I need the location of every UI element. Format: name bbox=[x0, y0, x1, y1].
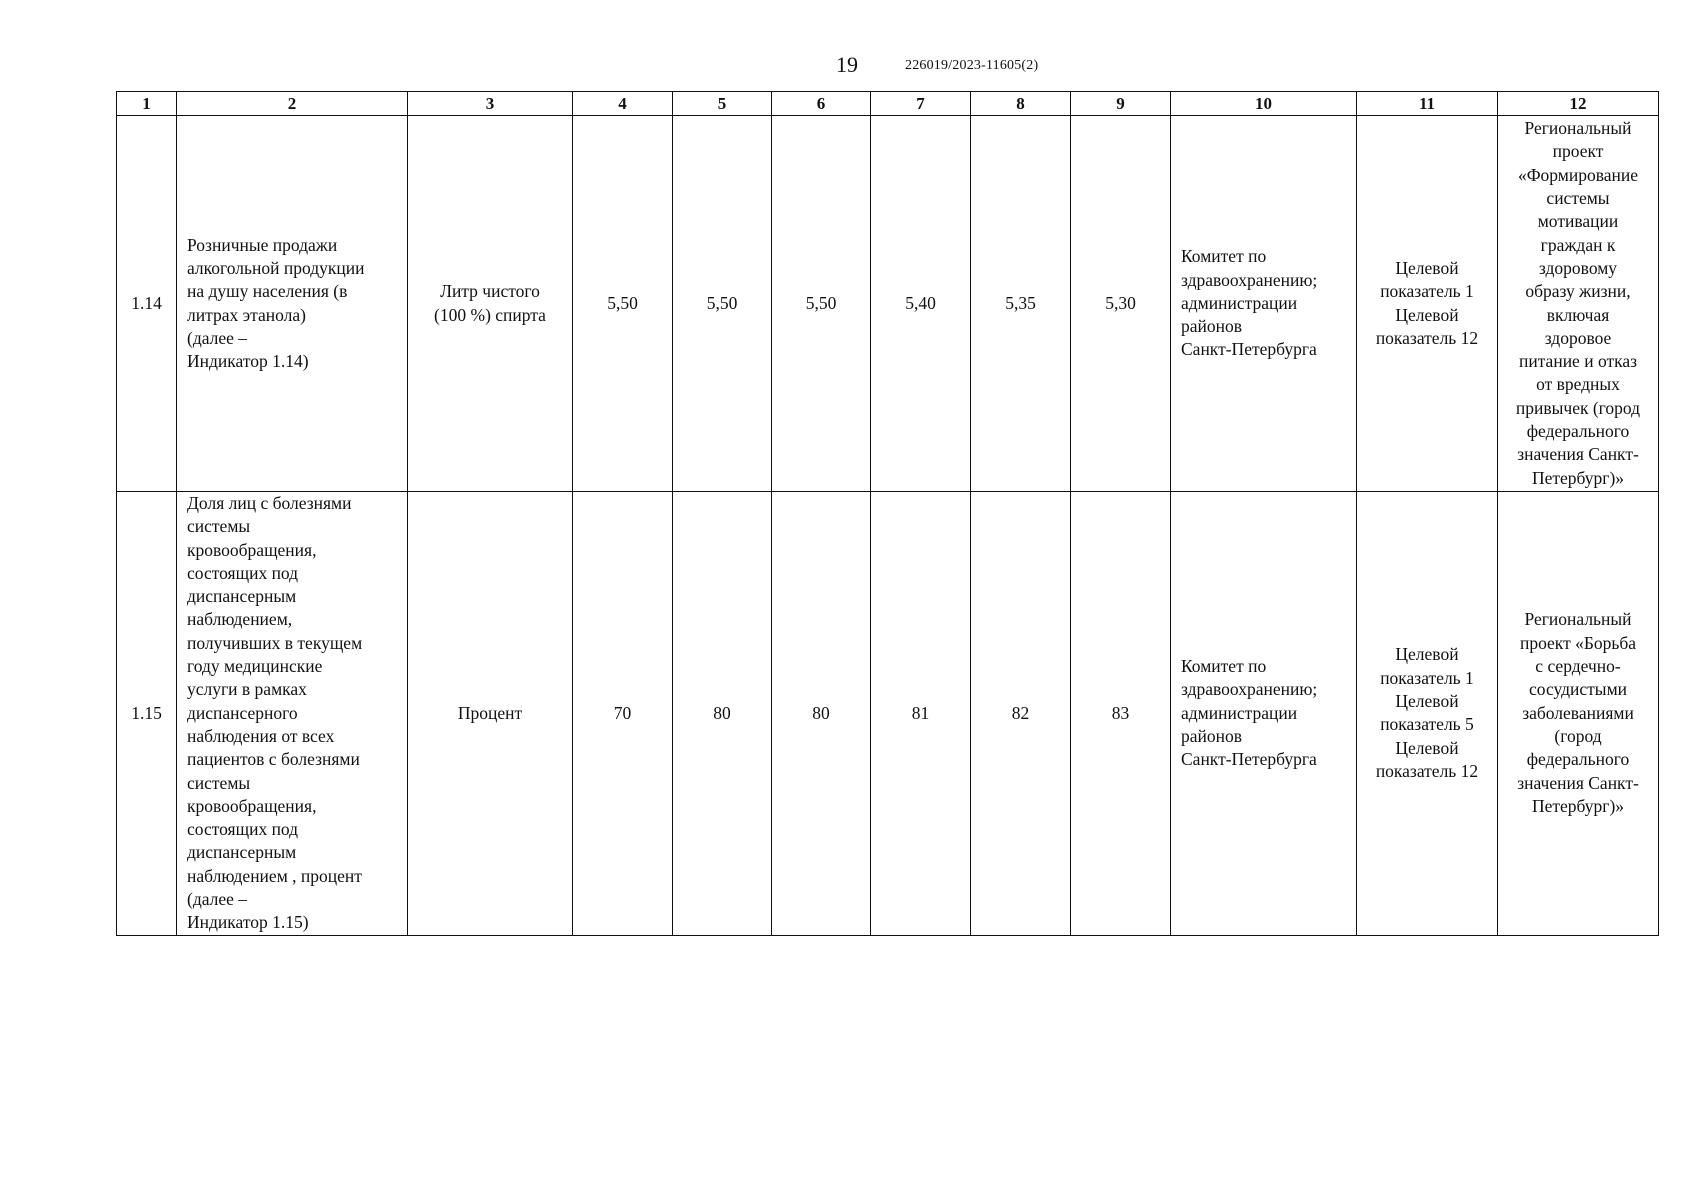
indicators-table bbox=[116, 91, 1659, 936]
value-cell: 5,40 bbox=[871, 116, 971, 492]
table-header-row bbox=[117, 92, 1659, 116]
value-cell: 5,35 bbox=[971, 116, 1071, 492]
value-cell: 5,50 bbox=[573, 116, 673, 492]
unit-cell: Процент bbox=[408, 492, 573, 936]
value-cell: 5,50 bbox=[772, 116, 871, 492]
indicator-name: Розничные продажи алкогольной продукции на душу населения (в литрах этанола) (далее – Индикатор 1.14) bbox=[177, 116, 408, 492]
column-header: 10 bbox=[1171, 92, 1357, 116]
column-header: 12 bbox=[1498, 92, 1659, 116]
page-header bbox=[0, 50, 1695, 80]
column-header: 6 bbox=[772, 92, 871, 116]
column-header: 1 bbox=[117, 92, 177, 116]
column-header: 7 bbox=[871, 92, 971, 116]
target-cell: Целевой показатель 1 Целевой показатель 12 bbox=[1357, 116, 1498, 492]
column-header: 9 bbox=[1071, 92, 1171, 116]
value-cell: 82 bbox=[971, 492, 1071, 936]
column-header: 2 bbox=[177, 92, 408, 116]
value-cell: 80 bbox=[772, 492, 871, 936]
indicator-number: 1.15 bbox=[117, 492, 177, 936]
project-cell: Региональный проект «Формирование системы мотивации граждан к здоровому образу жизни, включая здоровое питание и отказ от вредных привычек (город федерального значения Санкт- Петербург)» bbox=[1498, 116, 1659, 492]
value-cell: 80 bbox=[673, 492, 772, 936]
column-header: 11 bbox=[1357, 92, 1498, 116]
target-cell: Целевой показатель 1 Целевой показатель 5 Целевой показатель 12 bbox=[1357, 492, 1498, 936]
value-cell: 83 bbox=[1071, 492, 1171, 936]
value-cell: 5,50 bbox=[673, 116, 772, 492]
column-header: 3 bbox=[408, 92, 573, 116]
value-cell: 81 bbox=[871, 492, 971, 936]
indicator-number: 1.14 bbox=[117, 116, 177, 492]
indicator-name: Доля лиц с болезнями системы кровообращения, состоящих под диспансерным наблюдением, получивших в текущем году медицинские услуги в рамках диспансерного наблюдения от всех пациентов с болезнями системы кровообращения, состоящих под диспансерным наблюдением , процент (далее – Индикатор 1.15) bbox=[177, 492, 408, 936]
page-number: 19 bbox=[836, 52, 858, 77]
project-cell: Региональный проект «Борьба с сердечно- сосудистыми заболеваниями (город федерального значения Санкт- Петербург)» bbox=[1498, 492, 1659, 936]
unit-cell: Литр чистого (100 %) спирта bbox=[408, 116, 573, 492]
document-code: 226019/2023-11605(2) bbox=[905, 58, 1039, 73]
column-header: 4 bbox=[573, 92, 673, 116]
table-row bbox=[117, 492, 1659, 936]
column-header: 5 bbox=[673, 92, 772, 116]
executor-cell: Комитет по здравоохранению; администрации районов Санкт-Петербурга bbox=[1171, 116, 1357, 492]
value-cell: 70 bbox=[573, 492, 673, 936]
value-cell: 5,30 bbox=[1071, 116, 1171, 492]
column-header: 8 bbox=[971, 92, 1071, 116]
executor-cell: Комитет по здравоохранению; администрации районов Санкт-Петербурга bbox=[1171, 492, 1357, 936]
table-row bbox=[117, 116, 1659, 492]
